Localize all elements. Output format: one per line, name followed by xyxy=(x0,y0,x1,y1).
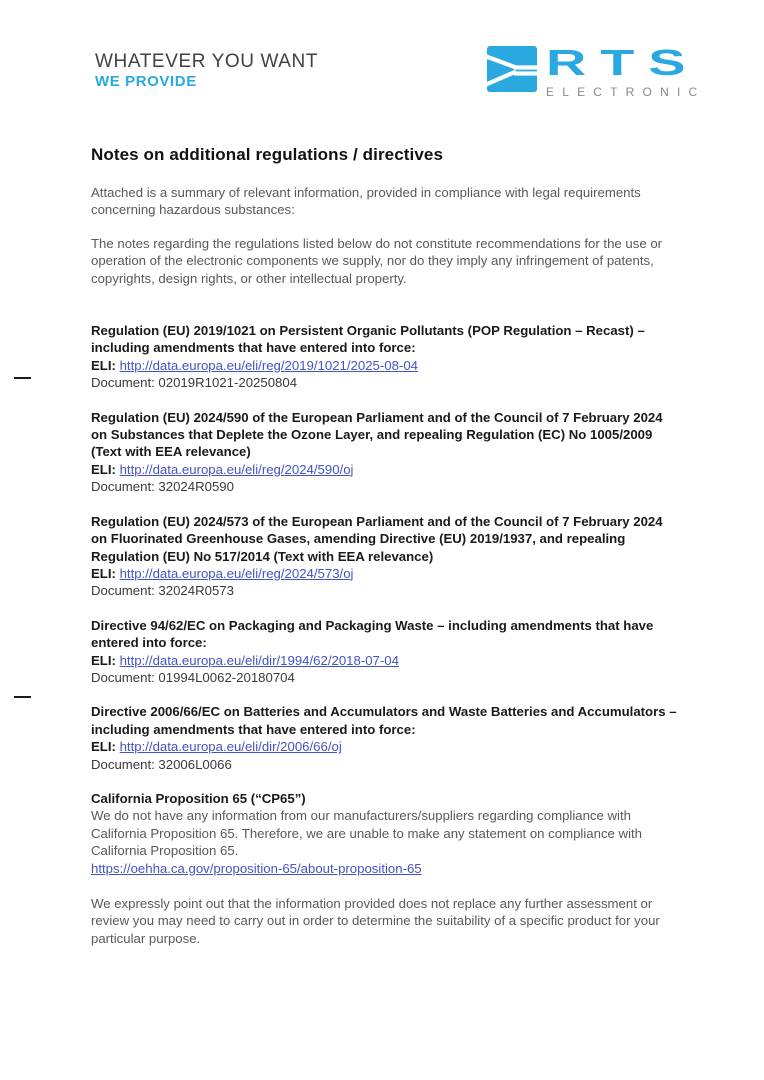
eli-label: ELI: xyxy=(91,357,116,373)
fold-mark-top xyxy=(14,377,31,379)
section-heading: Directive 2006/66/EC on Batteries and Accumulators and Waste Batteries and Accumulators – including amendments that have entered into force: xyxy=(91,704,677,737)
eli-link[interactable]: http://data.europa.eu/eli/reg/2024/590/oj xyxy=(119,461,354,477)
rts-logo xyxy=(487,42,706,99)
disclaimer-paragraph: The notes regarding the regulations listed below do not constitute recommendations for the use or operation of the electronic components we supply, nor do they imply any infringement of patents, copyrights, design rights, or other intellectual property. xyxy=(91,235,663,286)
tagline-line2: WE PROVIDE xyxy=(95,72,197,90)
fold-mark-bottom xyxy=(14,696,31,698)
regulation-section-fgas xyxy=(91,513,677,600)
eli-label: ELI: xyxy=(91,652,116,668)
eli-label: ELI: xyxy=(91,565,116,581)
document-content xyxy=(91,145,677,947)
section-heading: Regulation (EU) 2024/573 of the European Parliament and of the Council of 7 February 2024 on Fluorinated Greenhouse Gases, amending Directive (EU) 2019/1937, and repealing Regulation (EU) No 517/2014 (Text with EEA relevance) xyxy=(91,513,663,564)
cp65-link[interactable]: https://oehha.ca.gov/proposition-65/about-proposition-65 xyxy=(91,860,422,876)
section-heading: Directive 94/62/EC on Packaging and Packaging Waste – including amendments that have entered into force: xyxy=(91,617,654,651)
document-number: Document: 01994L0062-20180704 xyxy=(91,669,295,685)
section-heading: Regulation (EU) 2024/590 of the European Parliament and of the Council of 7 February 2024 on Substances that Deplete the Ozone Layer, and repealing Regulation (EC) No 1005/2009 (Text with EEA relevance) xyxy=(91,409,663,460)
rts-logo-brand: RTS xyxy=(546,42,700,83)
rts-logo-subtitle: ELECTRONIC xyxy=(546,85,706,99)
eli-label: ELI: xyxy=(91,461,116,477)
eli-line xyxy=(91,565,677,582)
document-number: Document: 32024R0573 xyxy=(91,583,234,599)
cp65-section xyxy=(91,790,677,877)
cp65-body: We do not have any information from our manufacturers/suppliers regarding compliance with California Proposition 65. Therefore, we are unable to make any statement on compliance with California Proposition 65. xyxy=(91,808,643,859)
regulation-section-ozone xyxy=(91,409,677,496)
eli-link[interactable]: http://data.europa.eu/eli/dir/2006/66/oj xyxy=(119,739,342,755)
company-tagline xyxy=(95,51,318,90)
cp65-link-line xyxy=(91,860,677,877)
page-title: Notes on additional regulations / directives xyxy=(91,145,444,164)
eli-line xyxy=(91,738,677,755)
document-number: Document: 02019R1021-20250804 xyxy=(91,375,298,391)
eli-link[interactable]: http://data.europa.eu/eli/reg/2019/1021/2025-08-04 xyxy=(119,357,419,373)
eli-line xyxy=(91,357,677,374)
cp65-heading: California Proposition 65 (“CP65”) xyxy=(91,790,306,806)
eli-line xyxy=(91,652,677,669)
section-heading: Regulation (EU) 2019/1021 on Persistent Organic Pollutants (POP Regulation – Recast) – including amendments that have entered into force: xyxy=(91,323,645,356)
eli-link[interactable]: http://data.europa.eu/eli/dir/1994/62/2018-07-04 xyxy=(119,652,399,668)
closing-paragraph: We expressly point out that the information provided does not replace any further assessment or review you may need to carry out in order to determine the suitability of a specific product for your particular purpose. xyxy=(91,896,660,946)
document-number: Document: 32006L0066 xyxy=(91,756,232,772)
regulation-section-batteries xyxy=(91,703,677,773)
eli-label: ELI: xyxy=(91,739,116,755)
document-number: Document: 32024R0590 xyxy=(91,479,234,495)
regulation-section-pop xyxy=(91,322,677,392)
rts-logo-text xyxy=(546,42,706,99)
regulation-section-packaging xyxy=(91,617,677,687)
tagline-line1: WHATEVER YOU WANT xyxy=(95,51,319,72)
eli-link[interactable]: http://data.europa.eu/eli/reg/2024/573/oj xyxy=(119,565,354,581)
eli-line xyxy=(91,461,677,478)
intro-paragraph: Attached is a summary of relevant information, provided in compliance with legal requirements concerning hazardous substances: xyxy=(91,185,641,218)
rts-logo-icon xyxy=(487,46,537,92)
